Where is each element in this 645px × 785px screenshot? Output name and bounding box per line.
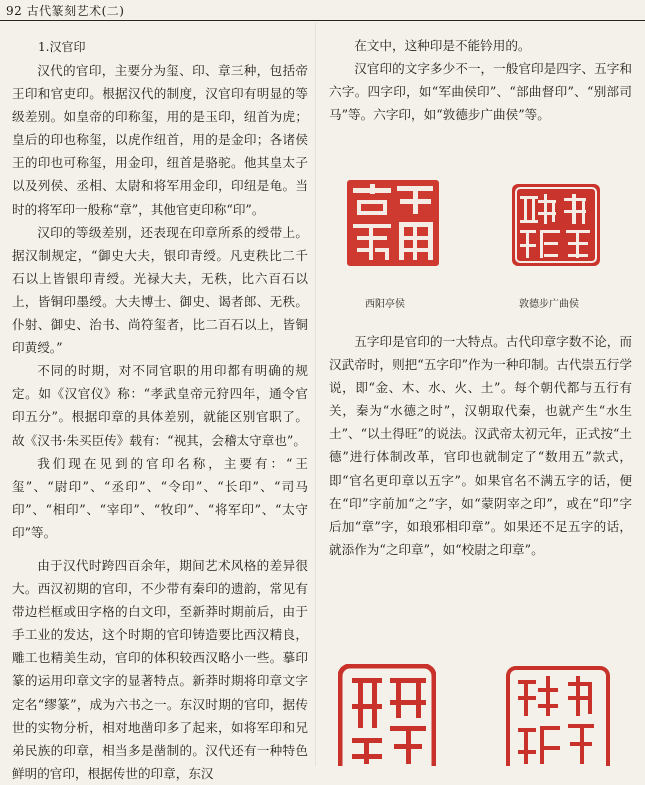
seal-image [345, 178, 441, 268]
seal-image [510, 182, 602, 268]
paragraph-character-count: 汉官印的文字多少不一，一般官印是四字、五字和六字。四字印，如“军曲侯印”、“部曲督印”、“别部司马”等。六字印，如“敦德步广曲侯”等。 [329, 61, 632, 123]
seal-lower-left [338, 664, 436, 766]
seal-image [506, 666, 610, 766]
section-heading: 1.汉官印 [38, 40, 86, 54]
right-column-lower [329, 330, 632, 561]
paragraph-continuation: 在文中，这种印是不能钤用的。 [354, 38, 531, 53]
paragraph-period-rules: 不同的时期，对不同官职的用印都有明确的规定。如《汉官仪》称：“孝武皇帝元狩四年，通令官印五分”。根据印章的具体差别，就能区别官职了。故《汉书·朱买臣传》载有：“视其，会稽太守章也”。 [12, 363, 308, 448]
left-column [12, 34, 308, 785]
seal-dunde-buguang-quhou [510, 182, 602, 268]
paragraph-seal-names: 我们现在见到的官印名称，主要有：“王玺”、“尉印”、“丞印”、“令印”、“长印”、“司马印”、“相印”、“宰印”、“牧印”、“将军印”、“太守印”等。 [12, 455, 308, 540]
paragraph-five-character-seals: 五字印是官印的一大特点。古代印章字数不论，而汉武帝时，则把“五字印”作为一种印制。古代崇五行学说，即“金、木、水、火、土”。每个朝代都与五行有关，秦为“水德之时”，汉朝取代秦，也就产生“水生土”、“以土得旺”的说法。汉武帝太初元年，正式按“土德”进行体制改革，官印也就制定了“数用五”款式，即“官名更印章以五字”。如果官名不满五字的话，便在“印”字前加“之”字，如“蒙阴宰之印”，或在“印”字后加“章”字，如琅邪相印章”。如果还不足五字的话，就添作为“之印章”，如“校尉之印章”。 [329, 334, 632, 557]
paragraph-styles: 由于汉代时跨四百余年，期间艺术风格的差异很大。西汉初期的官印，不少带有秦印的遗韵，常见有带边栏框或田字格的白文印，至新莽时期前后，由于手工业的发达，这个时期的官印铸造要比西汉精良，雕工也精美生动，官印的体积较西汉略小一些。摹印篆的运用印章文字的显著特点。新莽时期将印章文字定名“缪篆”，成为六书之一。东汉时期的官印，据传世的实物分析，相对地凿印多了起来，如将军印和兄弟民族的印章，相当多是凿制的。汉代还有一种特色鲜明的官印，根据传世的印章，东汉 [12, 557, 308, 781]
seal-xiyang-tinghou [345, 178, 441, 268]
seal-caption-1: 西阳亭侯 [365, 299, 405, 310]
header-rule [0, 20, 645, 21]
paragraph-ribbons: 汉印的等级差别，还表现在印章所系的绶带上。据汉制规定，“御史大夫，银印青绶。凡吏秩比二千石以上皆银印青绶。光禄大夫，无秩，比六百石以上，皆铜印墨绶。大夫博士、御史、谒者郎、无秩。仆射、御史、治书、尚符玺者，比二百石以上，皆铜印黄绶。” [12, 224, 308, 356]
seal-lower-right [506, 666, 610, 766]
running-head: 92 古代篆刻艺术(二) [6, 4, 125, 18]
paragraph-official-seals: 汉代的官印，主要分为玺、印、章三种，包括帝王印和官吏印。根据汉代的制度，汉官印有明显的等级差别。如皇帝的印称玺，用的是玉印，纽首为虎；皇后的印也称玺，以虎作纽首，用的是金印；各诸侯王的印也可称玺，用金印，纽首是骆驼。他其皇太子以及列侯、丞相、太尉和将军用金印，印纽是龟。当时的将军印一般称“章”，其他官吏印称“印”。 [12, 63, 308, 217]
seal-image [338, 664, 436, 766]
column-divider [315, 22, 316, 766]
seal-caption-2: 敦德步广曲侯 [519, 299, 579, 310]
right-column [329, 34, 632, 126]
